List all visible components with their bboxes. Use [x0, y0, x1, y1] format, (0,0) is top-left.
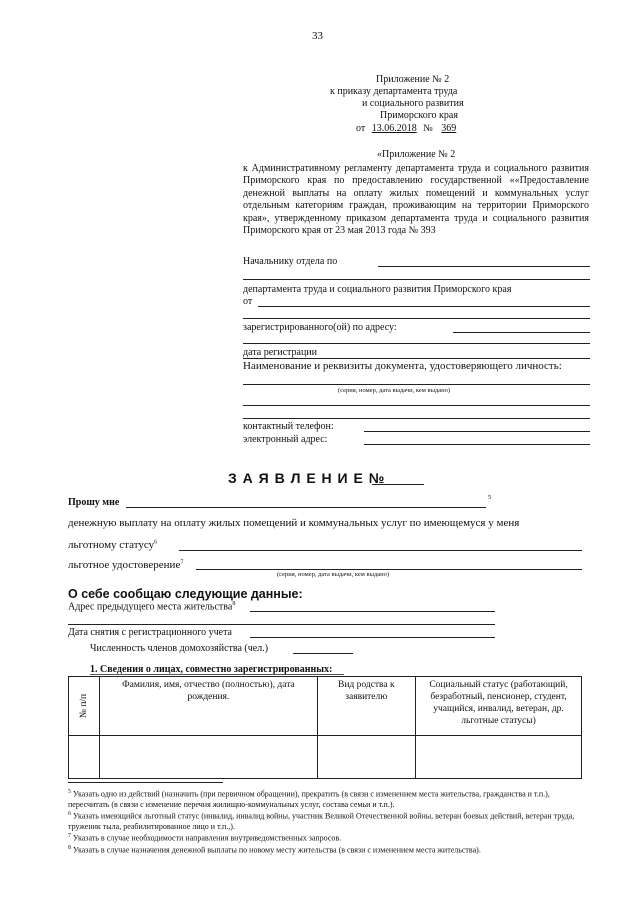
household-label: Численность членов домохозяйства (чел.): [90, 643, 269, 654]
footnote-6-num: 6: [68, 811, 71, 817]
cert-label: льготное удостоверение: [68, 559, 181, 571]
prev-address-wrap: [68, 601, 235, 612]
footnote-7-num: 7: [68, 833, 71, 839]
statement-number-field[interactable]: [372, 484, 424, 485]
cell-relation[interactable]: [317, 736, 415, 779]
appendix-line-2: к приказу департамента труда: [330, 86, 458, 97]
about-heading: О себе сообщаю следующие данные:: [68, 587, 303, 601]
col-status: [416, 677, 582, 736]
appendix-line-1: Приложение № 2: [376, 74, 450, 85]
date-prefix: от: [356, 123, 366, 134]
statement-title: З А Я В Л Е Н И Е №: [228, 470, 386, 486]
phone-label: контактный телефон:: [243, 421, 334, 432]
cert-hint: (серия, номер, дата выдачи, кем выдано): [277, 571, 390, 578]
appendix-date: 13.06.2018: [371, 123, 417, 134]
footnote-separator: [68, 782, 223, 783]
footnote-6-text: Указать имеющийся льготный статус (инвалид, инвалид войны, участник Великой Отечественной войны, ветеран боевых действий, ветеран труда, труженик тыла, реабилитированное лицо и т.п.,).: [68, 811, 575, 831]
to-head-field[interactable]: [378, 266, 590, 267]
cell-name[interactable]: [100, 736, 317, 779]
cert-label-wrap: [68, 559, 183, 571]
from-label: от: [243, 296, 253, 307]
request-label: Прошу мне: [68, 497, 120, 508]
appendix-date-line: [356, 123, 456, 134]
status-sup: 6: [154, 539, 158, 546]
inner-appendix-title: «Приложение № 2: [377, 149, 456, 160]
payment-text: денежную выплату на оплату жилых помещений и коммунальных услуг по имеющемуся у меня: [68, 517, 520, 529]
status-label-wrap: [68, 539, 157, 551]
status-field[interactable]: [179, 550, 582, 551]
to-head-label: Начальнику отдела по: [243, 256, 338, 267]
cert-field[interactable]: [196, 569, 582, 570]
to-head-field-2[interactable]: [243, 279, 590, 280]
reg-date-label: дата регистрации: [243, 347, 318, 358]
footnote-8: [68, 845, 481, 855]
request-sup: 5: [488, 494, 492, 501]
prev-address-field-2[interactable]: [68, 624, 495, 625]
household-field[interactable]: [293, 653, 353, 654]
status-label: льготному статусу: [68, 539, 155, 551]
department-label: департамента труда и социального развития Приморского края: [243, 284, 512, 295]
id-doc-field[interactable]: [243, 384, 590, 385]
from-field-2[interactable]: [243, 318, 590, 319]
reg-date-field[interactable]: [243, 358, 590, 359]
section1-title-underline: [90, 674, 344, 675]
prev-address-sup: 8: [232, 601, 236, 607]
footnote-5-text: Указать одно из действий (назначить (при первичном обращении), прекратить (в связи с изменением места жительства, гражданства и т.п.), пересчитать (в связи с изменение перечня жилищно-коммунальных услуг, состава семьи и т.п.).: [68, 789, 550, 809]
phone-field[interactable]: [364, 431, 590, 432]
appendix-line-4: Приморского края: [380, 110, 458, 121]
persons-table: [68, 676, 582, 779]
col-name: [100, 677, 317, 736]
deregistration-label: Дата снятия с регистрационного учета: [68, 627, 232, 638]
registered-field[interactable]: [453, 332, 590, 333]
id-doc-field-2[interactable]: [243, 405, 590, 406]
request-field[interactable]: [126, 507, 486, 508]
prev-address-field[interactable]: [250, 611, 495, 612]
inner-appendix-text: к Административному регламенту департамента труда и социального развития Приморского края по предоставлению государственной ««Предоставление денежной выплаты на оплату жилых помещений и коммунальных услуг отдельным категориям граждан, проживающим на территории Приморского края», утвержденному приказом департамента труда и социального развития Приморского края от 23 мая 2013 года № 393: [243, 163, 589, 237]
from-field[interactable]: [258, 306, 590, 307]
id-doc-label: Наименование и реквизиты документа, удостоверяющего личность:: [243, 360, 562, 372]
col-status-label: Социальный статус (работающий, безработный, пенсионер, студент, учащийся, инвалид, ветеран, др. льготные статусы): [429, 680, 568, 726]
col-relation: [317, 677, 415, 736]
footnote-8-num: 8: [68, 845, 71, 851]
section1-title: 1. Сведения о лицах, совместно зарегистрированных:: [90, 664, 333, 675]
footnote-8-text: Указать в случае назначения денежной выплаты по новому месту жительства (в связи с изменением места жительства).: [73, 845, 481, 855]
page-number: 33: [312, 30, 323, 42]
prev-address-label: Адрес предыдущего места жительства: [68, 601, 233, 613]
deregistration-field[interactable]: [250, 637, 495, 638]
col-name-label: Фамилия, имя, отчество (полностью), дата рождения.: [122, 680, 295, 702]
cell-status[interactable]: [416, 736, 582, 779]
id-doc-field-3[interactable]: [243, 418, 590, 419]
registered-label: зарегистрированного(ой) по адресу:: [243, 322, 397, 333]
footnote-5-num: 5: [68, 789, 71, 795]
appendix-line-3: и социального развития: [362, 98, 464, 109]
col-number-label: № п/п: [79, 693, 90, 719]
footnote-7: [68, 833, 341, 843]
id-doc-hint: (серия, номер, дата выдачи, кем выдано): [338, 387, 451, 394]
footnote-7-text: Указать в случае необходимости направления внутриведомственных запросов.: [73, 833, 342, 843]
table-header-row: [69, 677, 582, 736]
cell-number[interactable]: [69, 736, 100, 779]
col-relation-label: Вид родства к заявителю: [338, 680, 395, 702]
number-sign: №: [423, 123, 433, 134]
email-label: электронный адрес:: [243, 434, 328, 445]
registered-field-2[interactable]: [243, 343, 590, 344]
col-number: [69, 677, 100, 736]
table-row: [69, 736, 582, 779]
appendix-number: 369: [441, 123, 457, 134]
footnote-5: [68, 787, 582, 810]
email-field[interactable]: [364, 444, 590, 445]
cert-sup: 7: [180, 559, 184, 566]
footnote-6: [68, 809, 582, 832]
